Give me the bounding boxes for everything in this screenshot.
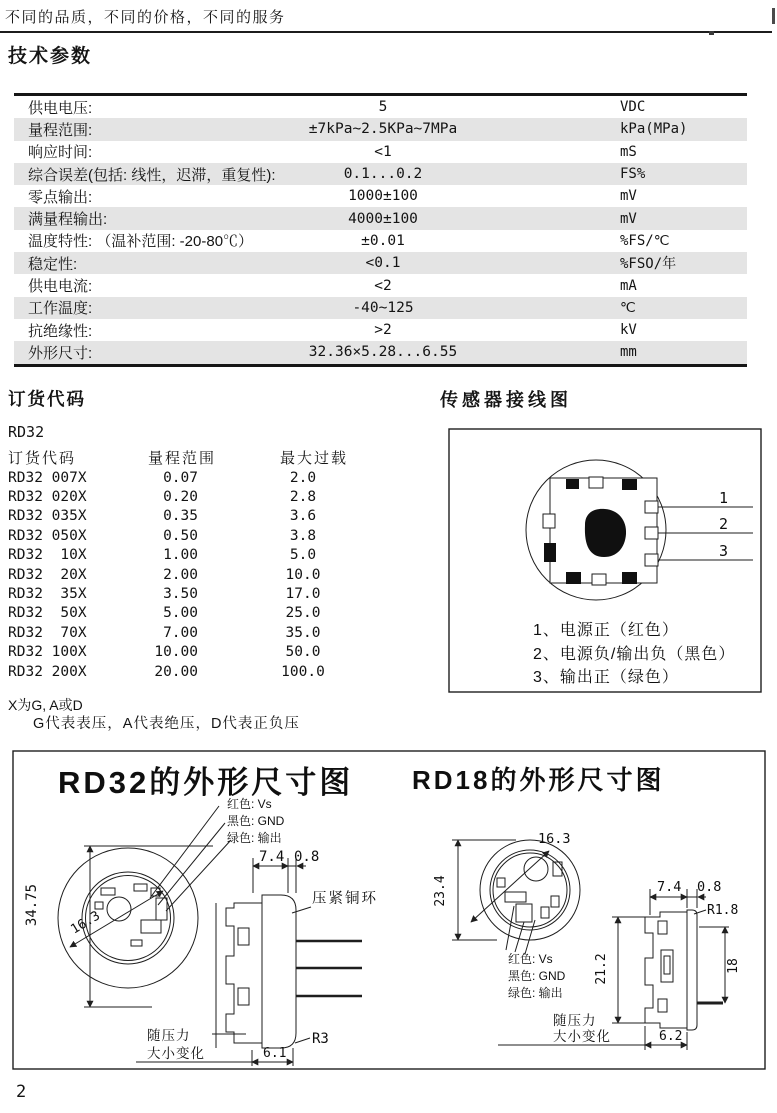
rd32-dim-height-label: 34.75 bbox=[24, 883, 40, 927]
order-overload: 50.0 bbox=[285, 644, 321, 661]
rd18-dim-pin-label: 18 bbox=[726, 958, 741, 974]
spec-label: 供电电压: bbox=[28, 99, 93, 117]
order-overload: 3.8 bbox=[289, 527, 317, 544]
ordering-row bbox=[8, 604, 374, 623]
order-overload: 2.0 bbox=[289, 469, 317, 486]
spec-value: <0.1 bbox=[365, 255, 401, 272]
spec-label: 量程范围: bbox=[28, 121, 93, 139]
rd32-dim-pitch-label: 7.4 bbox=[259, 849, 285, 865]
rd18-dim-depth-label: 6.2 bbox=[659, 1029, 683, 1044]
pin-label-3: 3 bbox=[719, 542, 729, 560]
ordering-table bbox=[8, 446, 374, 681]
spec-value: -40~125 bbox=[352, 299, 414, 316]
rd32-side-view bbox=[216, 895, 362, 1048]
ordering-series: RD32 bbox=[8, 423, 45, 441]
spec-value: <1 bbox=[374, 143, 392, 160]
rd32-title: RD32的外形尺寸图 bbox=[58, 765, 354, 800]
rd32-wire-red: 红色: Vs bbox=[227, 797, 272, 811]
order-overload: 3.6 bbox=[289, 508, 317, 525]
ordering-row bbox=[8, 507, 374, 526]
rd18-side-view bbox=[645, 910, 723, 1030]
ordering-header: 订货代码 bbox=[8, 449, 77, 467]
spec-label: 工作温度: bbox=[28, 300, 93, 318]
sensor-front-view bbox=[526, 460, 666, 600]
rd18-dim-height bbox=[433, 840, 516, 940]
spec-label: 稳定性: bbox=[28, 255, 78, 273]
wiring-legend-3: 3、输出正（绿色） bbox=[533, 669, 679, 686]
order-code: RD32 020X bbox=[8, 489, 87, 506]
order-range: 0.07 bbox=[163, 469, 198, 486]
spec-label: 满量程输出: bbox=[28, 211, 108, 229]
order-range: 7.00 bbox=[163, 624, 198, 641]
spec-unit: FS% bbox=[620, 166, 646, 183]
header-rule bbox=[0, 31, 772, 33]
rd32-dim-height bbox=[24, 846, 213, 1007]
pin-leads bbox=[658, 507, 753, 560]
order-code: RD32 007X bbox=[8, 469, 87, 486]
order-overload: 35.0 bbox=[285, 624, 321, 641]
order-overload: 100.0 bbox=[281, 663, 325, 680]
rd32-dim-inner bbox=[68, 891, 163, 947]
order-code: RD32 035X bbox=[8, 508, 87, 525]
order-overload: 2.8 bbox=[289, 489, 317, 506]
spec-row bbox=[14, 141, 747, 163]
spec-table bbox=[14, 93, 747, 367]
spec-row bbox=[14, 96, 747, 118]
spec-unit: mA bbox=[620, 277, 637, 294]
spec-unit: ℃ bbox=[620, 299, 636, 316]
rd18-wire-green: 绿色: 输出 bbox=[508, 986, 563, 1000]
ordering-row bbox=[8, 526, 374, 545]
spec-row bbox=[14, 118, 747, 140]
scan-artifact bbox=[772, 8, 775, 24]
rd18-title: RD18的外形尺寸图 bbox=[412, 765, 665, 795]
order-range: 10.00 bbox=[154, 644, 198, 661]
rd18-dim-body bbox=[594, 917, 648, 1023]
spec-label: 响应时间: bbox=[28, 144, 93, 162]
rd32-pressure-note-2: 大小变化 bbox=[147, 1046, 205, 1061]
spec-label: 综合误差(包括: 线性，迟滞，重复性): bbox=[28, 166, 276, 184]
rd32-dim-inner-label: 16.3 bbox=[68, 908, 103, 938]
pin-label-2: 2 bbox=[719, 515, 729, 533]
ordering-title: 订货代码 bbox=[8, 389, 86, 409]
ordering-header-row bbox=[8, 446, 374, 468]
rd32-wire-leaders bbox=[150, 806, 231, 911]
spec-unit: mV bbox=[620, 210, 637, 227]
ordering-row bbox=[8, 468, 374, 487]
ordering-row bbox=[8, 565, 374, 584]
spec-unit: kV bbox=[620, 322, 637, 339]
rd32-wire-green: 绿色: 输出 bbox=[227, 831, 282, 845]
spec-unit: mm bbox=[620, 344, 637, 361]
spec-row bbox=[14, 163, 747, 185]
order-code: RD32 50X bbox=[8, 605, 87, 622]
spec-value: ±0.01 bbox=[361, 232, 405, 249]
spec-label: 温度特性: （温补范围: -20-80℃） bbox=[28, 233, 254, 251]
ordering-header: 量程范围 bbox=[147, 449, 216, 467]
spec-row bbox=[14, 274, 747, 296]
wiring-diagram bbox=[448, 428, 763, 694]
rd18-dim-pitch-label: 7.4 bbox=[657, 879, 682, 895]
ordering-row bbox=[8, 643, 374, 662]
spec-value: 4000±100 bbox=[348, 210, 418, 227]
rd18-wire-black: 黑色: GND bbox=[508, 969, 566, 983]
order-overload: 17.0 bbox=[285, 586, 321, 603]
order-code: RD32 100X bbox=[8, 644, 87, 661]
spec-value: ±7kPa~2.5KPa~7MPa bbox=[308, 121, 458, 138]
order-range: 2.00 bbox=[163, 566, 198, 583]
pin-label-1: 1 bbox=[719, 489, 729, 507]
ordering-row bbox=[8, 584, 374, 603]
ordering-row bbox=[8, 623, 374, 642]
spec-row bbox=[14, 252, 747, 274]
rd18-front-view bbox=[480, 840, 580, 940]
spec-unit: mV bbox=[620, 188, 637, 205]
ordering-note-x: X为G, A或D bbox=[8, 697, 83, 713]
spec-unit: VDC bbox=[620, 99, 646, 116]
rd18-pressure-note-1: 随压力 bbox=[553, 1013, 597, 1028]
order-code: RD32 35X bbox=[8, 586, 87, 603]
spec-row bbox=[14, 230, 747, 252]
order-code: RD32 10X bbox=[8, 547, 87, 564]
order-overload: 25.0 bbox=[285, 605, 321, 622]
spec-row bbox=[14, 319, 747, 341]
rd32-dim-lip-label: 0.8 bbox=[294, 849, 320, 865]
spec-label: 供电电流: bbox=[28, 278, 93, 296]
scan-artifact bbox=[709, 31, 714, 35]
rd18-dim-height-label: 23.4 bbox=[433, 875, 448, 907]
spec-label: 零点输出: bbox=[28, 188, 93, 206]
spec-label: 外形尺寸: bbox=[28, 344, 93, 362]
spec-value: 32.36×5.28...6.55 bbox=[308, 344, 458, 361]
rd18-dim-pin bbox=[699, 927, 741, 1003]
order-range: 0.20 bbox=[163, 489, 198, 506]
spec-row bbox=[14, 341, 747, 363]
rd18-dim-inner-label: 16.3 bbox=[538, 831, 571, 847]
order-range: 0.50 bbox=[163, 527, 198, 544]
sensor-die-blob bbox=[585, 509, 626, 557]
header-slogan: 不同的品质，不同的价格，不同的服务 bbox=[5, 9, 286, 26]
order-range: 1.00 bbox=[163, 547, 198, 564]
ordering-row bbox=[8, 546, 374, 565]
rd32-wire-black: 黑色: GND bbox=[227, 814, 285, 828]
rd18-wire-red: 红色: Vs bbox=[508, 952, 553, 966]
rd18-dim-body-label: 21.2 bbox=[594, 953, 609, 985]
spec-row bbox=[14, 207, 747, 229]
ordering-note-gad: G代表表压，A代表绝压，D代表正负压 bbox=[33, 716, 300, 732]
tech-params-title: 技术参数 bbox=[8, 46, 93, 67]
ordering-header: 最大过载 bbox=[279, 449, 348, 467]
ordering-row bbox=[8, 487, 374, 506]
spec-unit: kPa(MPa) bbox=[620, 121, 688, 138]
order-range: 0.35 bbox=[163, 508, 198, 525]
rd32-dim-pitch bbox=[253, 849, 319, 893]
spec-row bbox=[14, 297, 747, 319]
spec-value: 0.1...0.2 bbox=[343, 166, 423, 183]
rd32-radius-label: R3 bbox=[312, 1031, 329, 1047]
order-code: RD32 200X bbox=[8, 663, 87, 680]
spec-row bbox=[14, 185, 747, 207]
rd18-dim-lip-label: 0.8 bbox=[697, 879, 722, 895]
wiring-legend-2: 2、电源负/输出负（黑色） bbox=[533, 646, 736, 663]
ordering-row bbox=[8, 662, 374, 681]
page-number: 2 bbox=[16, 1082, 27, 1102]
ring-leader bbox=[292, 907, 311, 913]
spec-value: 5 bbox=[378, 99, 388, 116]
spec-value: 1000±100 bbox=[348, 188, 418, 205]
order-range: 3.50 bbox=[163, 586, 198, 603]
spec-unit: mS bbox=[620, 143, 637, 160]
order-overload: 10.0 bbox=[285, 566, 321, 583]
wiring-legend-1: 1、电源正（红色） bbox=[533, 622, 679, 639]
r3-leader bbox=[295, 1038, 310, 1043]
rd32-dim-depth-label: 6.1 bbox=[263, 1046, 287, 1061]
dimension-drawings bbox=[12, 750, 767, 1070]
order-code: RD32 70X bbox=[8, 624, 87, 641]
rd32-pressure-note-1: 随压力 bbox=[147, 1028, 191, 1043]
order-range: 20.00 bbox=[154, 663, 198, 680]
spec-unit: %FSO/年 bbox=[620, 256, 677, 273]
spec-label: 抗绝缘性: bbox=[28, 322, 93, 340]
rd18-radius-label: R1.8 bbox=[707, 903, 739, 918]
rd32-ring-label: 压紧铜环 bbox=[312, 891, 378, 907]
spec-value: <2 bbox=[374, 277, 392, 294]
spec-unit: %FS/℃ bbox=[620, 232, 670, 249]
order-overload: 5.0 bbox=[289, 547, 317, 564]
wiring-title: 传感器接线图 bbox=[440, 390, 572, 410]
rd18-pressure-note-2: 大小变化 bbox=[553, 1029, 611, 1044]
order-code: RD32 050X bbox=[8, 527, 87, 544]
spec-value: >2 bbox=[374, 322, 392, 339]
order-range: 5.00 bbox=[163, 605, 198, 622]
order-code: RD32 20X bbox=[8, 566, 87, 583]
